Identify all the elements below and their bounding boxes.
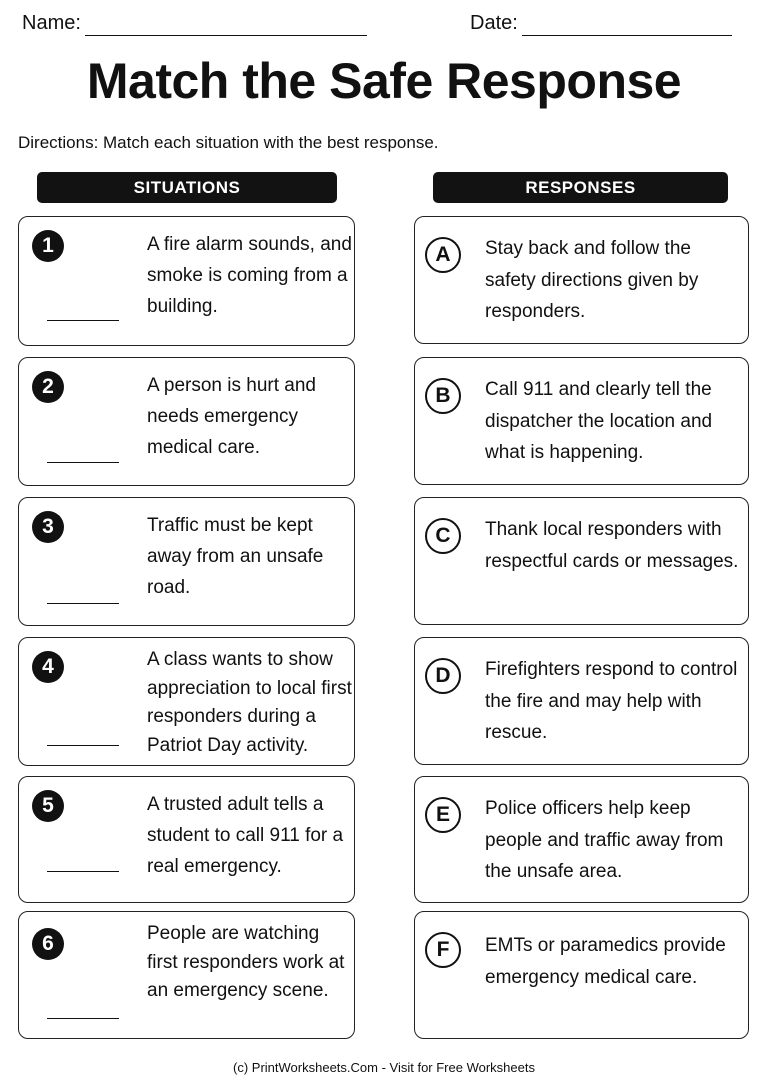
directions-text: Directions: Match each situation with the best response.: [18, 133, 439, 152]
response-card-f: [414, 911, 749, 1039]
situation-card-6: [18, 911, 355, 1039]
number-badge: 6: [32, 928, 64, 960]
situation-card-1: [18, 216, 355, 346]
situation-text: A trusted adult tells a student to call 911 for a real emergency.: [147, 794, 344, 877]
answer-blank[interactable]: [47, 462, 119, 463]
letter-badge: C: [425, 518, 461, 554]
letter-badge: F: [425, 932, 461, 968]
response-card-e: [414, 776, 749, 903]
answer-blank[interactable]: [47, 871, 119, 872]
number-badge: 3: [32, 511, 64, 543]
response-card-a: [414, 216, 749, 344]
situation-card-2: [18, 357, 355, 486]
response-text: Thank local responders with respectful cards or messages.: [485, 519, 739, 572]
response-text: Firefighters respond to control the fire and may help with rescue.: [485, 659, 738, 743]
response-card-b: [414, 357, 749, 485]
letter-badge: B: [425, 378, 461, 414]
situation-text: A class wants to show appreciation to local first responders during a Patriot Day activity.: [147, 649, 352, 756]
number-badge: 1: [32, 230, 64, 262]
response-text: EMTs or paramedics provide emergency medical care.: [485, 935, 726, 988]
answer-blank[interactable]: [47, 1018, 119, 1019]
response-text: Police officers help keep people and traffic away from the unsafe area.: [485, 798, 724, 882]
date-label: Date:: [470, 12, 518, 34]
situation-card-3: [18, 497, 355, 626]
number-badge: 4: [32, 651, 64, 683]
answer-blank[interactable]: [47, 603, 119, 604]
responses-header: RESPONSES: [433, 172, 728, 203]
situation-card-4: [18, 637, 355, 766]
name-field-line[interactable]: [85, 35, 367, 36]
response-card-c: [414, 497, 749, 625]
situation-text: People are watching first responders work at an emergency scene.: [147, 923, 345, 1001]
number-badge: 2: [32, 371, 64, 403]
footer-credit: (c) PrintWorksheets.Com - Visit for Free Worksheets: [233, 1060, 535, 1075]
response-text: Call 911 and clearly tell the dispatcher the location and what is happening.: [485, 379, 713, 463]
letter-badge: E: [425, 797, 461, 833]
situation-text: Traffic must be kept away from an unsafe road.: [147, 515, 324, 598]
situations-header: SITUATIONS: [37, 172, 337, 203]
letter-badge: A: [425, 237, 461, 273]
date-field-line[interactable]: [522, 35, 732, 36]
name-label: Name:: [22, 12, 81, 34]
number-badge: 5: [32, 790, 64, 822]
answer-blank[interactable]: [47, 745, 119, 746]
response-card-d: [414, 637, 749, 765]
situation-text: A person is hurt and needs emergency medical care.: [147, 375, 316, 458]
answer-blank[interactable]: [47, 320, 119, 321]
response-text: Stay back and follow the safety directions given by responders.: [485, 238, 699, 322]
page-title: Match the Safe Response: [86, 53, 682, 109]
situation-card-5: [18, 776, 355, 903]
letter-badge: D: [425, 658, 461, 694]
situation-text: A fire alarm sounds, and smoke is coming from a building.: [147, 234, 352, 317]
